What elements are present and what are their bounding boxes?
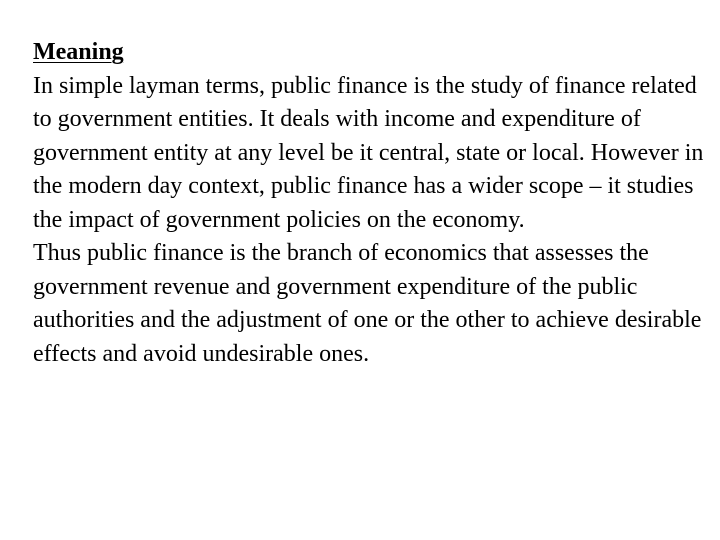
slide-heading: Meaning	[33, 39, 124, 65]
paragraph-scope: Thus public finance is the branch of economics that assesses the government revenue and government expenditure of the public authorities and the adjustment of one or the other to achieve desirable effects and avoid undesirable ones.	[33, 240, 702, 367]
slide-body	[33, 36, 705, 371]
paragraph-definition: In simple layman terms, public finance is the study of finance related to government entities. It deals with income and expenditure of government entity at any level be it central, state or local. However in the modern day context, public finance has a wider scope – it studies the impact of government policies on the economy.	[33, 72, 704, 233]
